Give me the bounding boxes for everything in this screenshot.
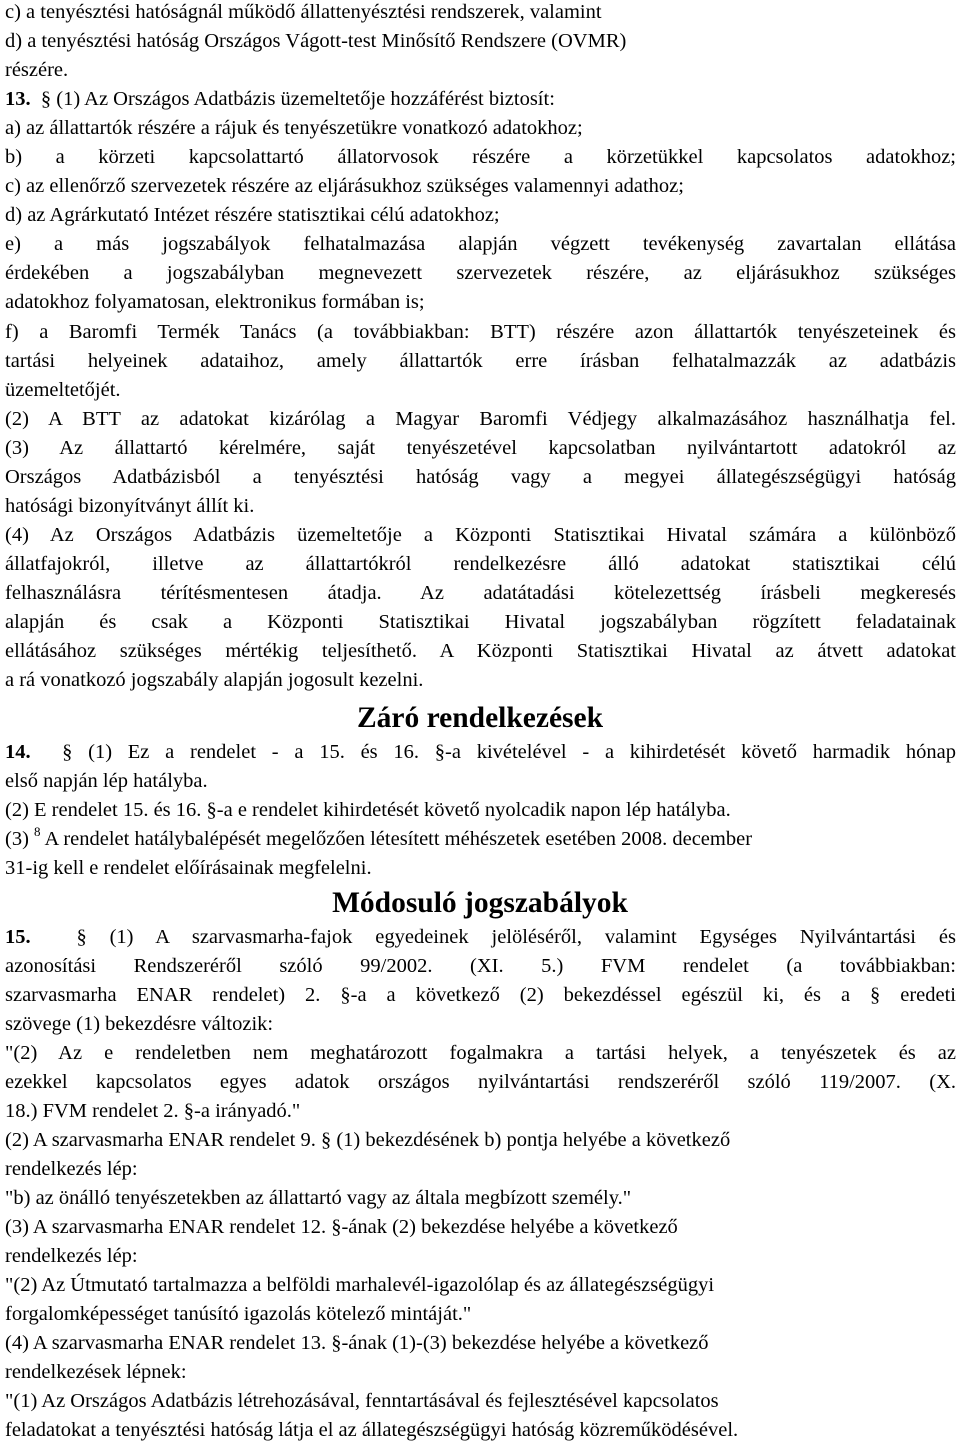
text-line: d) az Agrárkutató Intézet részére statisztikai célú adatokhoz;	[5, 204, 500, 226]
text-line: üzemeltetőjét.	[5, 379, 121, 401]
footnote-marker[interactable]: 8	[34, 824, 41, 839]
text-line: tartási helyeinek adataihoz, amely állattartók erre írásban felhatalmazzák az adatbázis	[5, 350, 956, 372]
section-heading-closing-provisions: Záró rendelkezések	[356, 702, 604, 734]
text-line: (3) A szarvasmarha ENAR rendelet 12. §-ának (2) bekezdése helyébe a következő	[5, 1216, 678, 1238]
text-line: alapján és csak a Központi Statisztikai Hivatal jogszabályban rögzített feladatainak	[5, 611, 956, 633]
paragraph-14-first-line	[5, 738, 956, 767]
text-line: érdekében a jogszabályban megnevezett szervezetek részére, az eljárásukhoz szükséges	[5, 262, 956, 284]
text-line: "(1) Az Országos Adatbázis létrehozásával, fenntartásával és fejlesztésével kapcsolatos	[5, 1390, 719, 1412]
section-number: 13.	[5, 88, 31, 110]
text-line: "(2) Az Útmutató tartalmazza a belföldi marhalevél-igazolólap és az állategészségügyi	[5, 1274, 715, 1296]
text-line: szövege (1) bekezdésre változik:	[5, 1013, 274, 1035]
text-line: (1) Ez a rendelet - a 15. és 16. §-a kivételével - a kihirdetését követő harmadik hónap	[88, 741, 956, 763]
paragraph-15-first-line	[5, 923, 956, 952]
text-line: (3) Az állattartó kérelmére, saját tenyészetével kapcsolatban nyilvántartott adatokról az	[5, 437, 956, 459]
text-line: (2) E rendelet 15. és 16. §-a e rendelet kihirdetését követő nyolcadik napon lép hatályba.	[5, 799, 731, 821]
text-line: állatfajokról, illetve az állattartókról rendelkezésre álló adatokat statisztikai célú	[5, 553, 956, 575]
text-line: "b) az önálló tenyészetekben az állattartó vagy az általa megbízott személy."	[5, 1187, 632, 1209]
paragraph-3-with-footnote	[5, 825, 752, 854]
text-line: b) a körzeti kapcsolattartó állatorvosok részére a körzetükkel kapcsolatos adatokhoz;	[5, 146, 956, 168]
text-line: ellátásához szükséges mértékig teljesíthető. A Központi Statisztikai Hivatal az átvett adatokat	[5, 640, 956, 662]
text-line: Országos Adatbázisból a tenyésztési hatóság vagy a megyei állategészségügyi hatóság	[5, 466, 956, 488]
section-number: 14.	[5, 741, 31, 763]
text-line: d) a tenyésztési hatóság Országos Vágott-test Minősítő Rendszere (OVMR)	[5, 30, 627, 52]
text-line: A rendelet hatálybalépését megelőzően létesített méhészetek esetében 2008. december	[44, 828, 753, 850]
section-number: 15.	[5, 926, 31, 948]
text-line: rendelkezések lépnek:	[5, 1361, 187, 1383]
paragraph-13-first-line	[5, 85, 555, 114]
section-sign: §	[40, 88, 52, 110]
text-line: 31-ig kell e rendelet előírásainak megfelelni.	[5, 857, 372, 879]
text-line: a) az állattartók részére a rájuk és tenyészetükre vonatkozó adatokhoz;	[5, 117, 583, 139]
text-line: e) a más jogszabályok felhatalmazása alapján végzett tevékenység zavartalan ellátása	[5, 233, 956, 255]
text-line: c) a tenyésztési hatóságnál működő állattenyésztési rendszerek, valamint	[5, 1, 602, 23]
text-line: adatokhoz folyamatosan, elektronikus formában is;	[5, 291, 425, 313]
text-line: (2) A szarvasmarha ENAR rendelet 9. § (1) bekezdésének b) pontja helyébe a következő	[5, 1129, 731, 1151]
text-line: (4) Az Országos Adatbázis üzemeltetője a Központi Statisztikai Hivatal számára a különböző	[5, 524, 956, 546]
text-line: c) az ellenőrző szervezetek részére az eljárásukhoz szükséges valamennyi adathoz;	[5, 175, 684, 197]
text-line: a rá vonatkozó jogszabály alapján jogosult kezelni.	[5, 669, 424, 691]
text-line: feladatokat a tenyésztési hatóság látja el az állategészségügyi hatóság közreműködésével.	[5, 1419, 739, 1441]
text-line: 18.) FVM rendelet 2. §-a irányadó."	[5, 1100, 301, 1122]
text-line: forgalomképességet tanúsító igazolás kötelező mintáját."	[5, 1303, 472, 1325]
text-line: hatósági bizonyítványt állít ki.	[5, 495, 255, 517]
text-line: (1) Az Országos Adatbázis üzemeltetője hozzáférést biztosít:	[56, 88, 555, 110]
text-line: (4) A szarvasmarha ENAR rendelet 13. §-ának (1)-(3) bekezdése helyébe a következő	[5, 1332, 709, 1354]
text-line: felhasználásra térítésmentesen átadja. Az adatátadási kötelezettség írásbeli megkeresés	[5, 582, 956, 604]
paragraph-number: (3)	[5, 828, 29, 850]
text-line: f) a Baromfi Termék Tanács (a továbbiakban: BTT) részére azon állattartók tenyészeteinek és	[5, 321, 956, 343]
text-line: első napján lép hatályba.	[5, 770, 208, 792]
section-sign: §	[76, 926, 87, 948]
text-line: részére.	[5, 59, 69, 81]
section-sign: §	[62, 741, 73, 763]
text-line: "(2) Az e rendeletben nem meghatározott fogalmakra a tartási helyek, a tenyészetek és az	[5, 1042, 956, 1064]
text-line: rendelkezés lép:	[5, 1158, 138, 1180]
text-line: szarvasmarha ENAR rendelet) 2. §-a a következő (2) bekezdéssel egészül ki, és a § eredeti	[5, 984, 956, 1006]
text-line: (2) A BTT az adatokat kizárólag a Magyar Baromfi Védjegy alkalmazásához használhatja fel.	[5, 408, 956, 430]
text-line: rendelkezés lép:	[5, 1245, 138, 1267]
text-line: ezekkel kapcsolatos egyes adatok országos nyilvántartási rendszeréről szóló 119/2007. (X.	[5, 1071, 956, 1093]
section-heading-amended-legislation: Módosuló jogszabályok	[332, 887, 628, 919]
text-line: azonosítási Rendszeréről szóló 99/2002. (XI. 5.) FVM rendelet (a továbbiakban:	[5, 955, 956, 977]
text-line: (1) A szarvasmarha-fajok egyedeinek jelöléséről, valamint Egységes Nyilvántartási és	[109, 926, 956, 948]
